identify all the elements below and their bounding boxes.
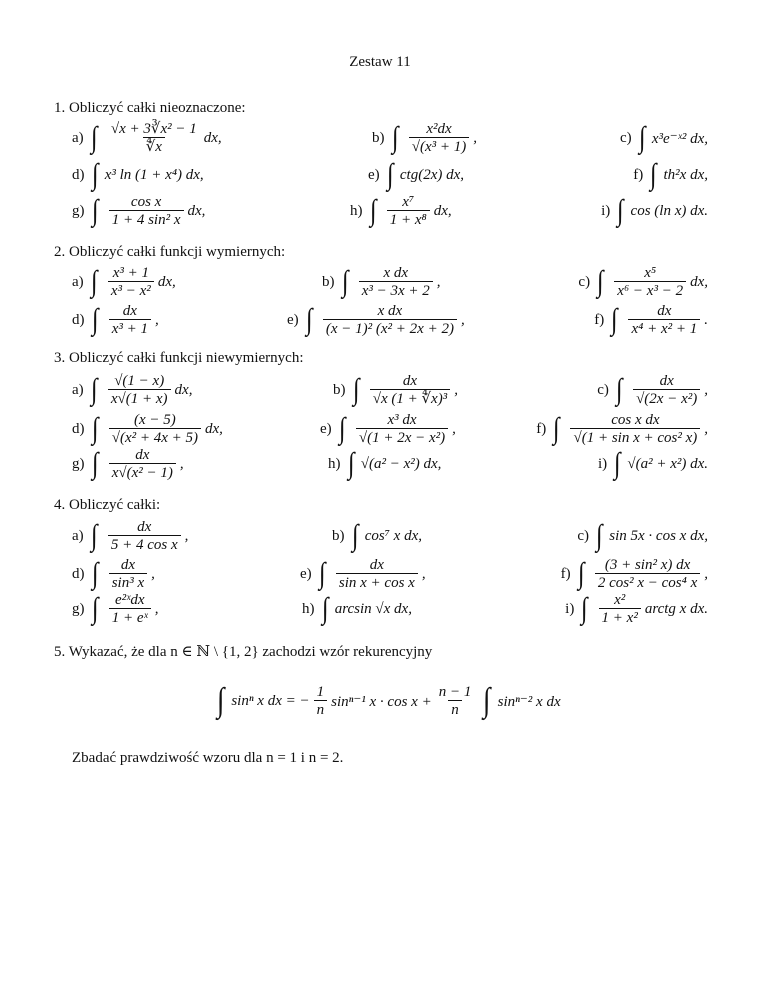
integrand: x³e⁻ˣ² dx,: [651, 130, 708, 147]
item-label: a): [72, 527, 84, 544]
item-label: b): [333, 381, 346, 398]
integral-sign: ∫: [91, 412, 98, 445]
fraction: [336, 557, 418, 591]
denominator: (x − 1)² (x² + 2x + 2): [323, 319, 457, 337]
integrand-suffix: ,: [421, 565, 426, 582]
numerator: x²dx: [426, 121, 452, 137]
integrand-suffix: ,: [452, 420, 456, 437]
numerator: cos x: [130, 194, 162, 210]
integral-sign: ∫: [596, 265, 604, 298]
exercise-row: [0, 264, 760, 300]
exercise-item: [368, 157, 464, 193]
integrand-suffix: ,: [154, 600, 159, 617]
numerator: √x + 3∛x² − 1: [110, 121, 197, 137]
integrand: sin 5x · cos x dx,: [609, 527, 708, 544]
formula-mid: sinⁿ⁻¹ x · cos x +: [331, 693, 432, 710]
exercise-item: [72, 446, 184, 482]
integrand-suffix: dx,: [187, 202, 206, 219]
item-label: c): [578, 273, 591, 290]
denominator: x⁴ + x² + 1: [628, 319, 700, 337]
numerator: x dx: [377, 303, 403, 319]
integral-sign: ∫: [216, 682, 225, 719]
integrand: ctg(2x) dx,: [399, 166, 465, 183]
exercise-row: [0, 372, 760, 408]
integrand-suffix: ,: [704, 420, 708, 437]
integrand-suffix: ,: [704, 565, 708, 582]
fraction: [614, 265, 686, 299]
integral-sign: ∫: [369, 194, 376, 227]
fraction: [108, 373, 171, 407]
numerator: dx: [137, 519, 152, 535]
integrand: x³ ln (1 + x⁴) dx,: [104, 166, 204, 183]
denominator: 1 + 4 sin² x: [109, 210, 184, 228]
denominator: 1 + x²: [599, 608, 641, 626]
item-label: a): [72, 273, 84, 290]
item-label: d): [72, 311, 85, 328]
numerator: x dx: [383, 265, 409, 281]
item-label: e): [320, 420, 332, 437]
denominator: x√(1 + x): [108, 389, 171, 407]
section-heading: 1. Obliczyć całki nieoznaczone:: [54, 100, 246, 116]
integral-sign: ∫: [338, 412, 346, 445]
integral-sign: ∫: [615, 373, 623, 406]
exercise-item: [328, 446, 441, 482]
item-label: b): [372, 129, 385, 146]
fraction: [109, 592, 151, 626]
integral-sign: ∫: [90, 373, 98, 406]
denominator: x√(x² − 1): [109, 463, 176, 481]
exercise-item: [72, 518, 188, 554]
item-label: b): [322, 273, 335, 290]
exercise-item: [72, 157, 204, 193]
integral-sign: ∫: [650, 158, 657, 191]
integral-sign: ∫: [91, 158, 98, 191]
item-label: f): [594, 311, 605, 328]
denominator: 1 + x⁸: [387, 210, 430, 228]
numerator: (x − 5): [133, 412, 176, 428]
recurrence-formula: [212, 684, 561, 718]
integral-sign: ∫: [611, 303, 618, 336]
fraction: [323, 303, 457, 337]
exercise-row: [0, 411, 760, 447]
integrand-suffix: dx,: [433, 202, 452, 219]
integrand-suffix: ,: [184, 527, 189, 544]
fraction: [595, 557, 700, 591]
integrand: √(a² + x²) dx.: [627, 455, 708, 472]
exercise-row: [0, 518, 760, 554]
exercise-item: [536, 411, 708, 447]
exercise-row: [0, 120, 760, 156]
exercise-row: [0, 556, 760, 592]
exercise-row: [0, 193, 760, 229]
numerator: x⁷: [402, 194, 415, 210]
exercise-item: [287, 302, 465, 338]
section-heading: 2. Obliczyć całki funkcji wymiernych:: [54, 244, 286, 260]
denominator: x³ − 3x + 2: [359, 281, 433, 299]
fraction: [108, 265, 154, 299]
numerator: dx: [659, 373, 674, 389]
exercise-item: [598, 446, 708, 482]
section-heading: 3. Obliczyć całki funkcji niewymiernych:: [54, 350, 304, 366]
integrand-suffix: ,: [704, 381, 708, 398]
exercise-row: [0, 446, 760, 482]
integral-sign: ∫: [347, 447, 354, 480]
denominator: 1 + eˣ: [109, 608, 151, 626]
exercise-item: [594, 302, 708, 338]
denominator: x³ + 1: [109, 319, 151, 337]
fraction: [370, 373, 450, 407]
item-label: d): [72, 420, 85, 437]
numerator: √(1 − x): [114, 373, 165, 389]
item-label: e): [300, 565, 312, 582]
item-label: g): [72, 600, 85, 617]
integral-sign: ∫: [386, 158, 394, 191]
exercise-item: [72, 302, 159, 338]
fraction: [109, 303, 151, 337]
fraction: [409, 121, 470, 155]
section-5-heading: 5. Wykazać, że dla n ∈ ℕ \ {1, 2} zachodzi wzór rekurencyjny: [54, 644, 433, 660]
denominator: √x (1 + ∜x)³: [370, 389, 450, 407]
item-label: c): [597, 381, 609, 398]
integral-sign: ∫: [91, 447, 98, 480]
item-label: i): [597, 455, 608, 472]
exercise-item: [320, 411, 456, 447]
numerator: cos x dx: [611, 412, 660, 428]
numerator: dx: [135, 447, 150, 463]
numerator: x²: [614, 592, 626, 608]
numerator: dx: [402, 373, 418, 389]
integral-sign: ∫: [595, 519, 603, 552]
fraction: [314, 684, 328, 718]
fraction: [387, 194, 430, 228]
denominator: n: [314, 700, 328, 718]
denominator: ∜x: [143, 137, 165, 155]
integrand-suffix: dx,: [203, 129, 222, 146]
integral-sign: ∫: [91, 592, 98, 625]
fraction: [570, 412, 700, 446]
exercise-item: [300, 556, 426, 592]
item-label: h): [350, 202, 363, 219]
integrand-suffix: ,: [179, 455, 184, 472]
exercise-item: [577, 518, 708, 554]
numerator: (3 + sin² x) dx: [604, 557, 691, 573]
fraction: [108, 121, 200, 155]
exercise-item: [72, 120, 222, 156]
fraction: [109, 194, 184, 228]
fraction: [109, 412, 201, 446]
integral-sign: ∫: [305, 303, 313, 336]
denominator: 5 + 4 cos x: [108, 535, 181, 553]
integral-sign: ∫: [613, 447, 621, 480]
integral-sign: ∫: [391, 121, 398, 154]
integrand-suffix: dx,: [690, 273, 708, 290]
item-label: h): [302, 600, 315, 617]
integral-sign: ∫: [553, 412, 560, 445]
numerator: x⁵: [644, 265, 657, 281]
item-label: i): [601, 202, 611, 219]
integral-sign: ∫: [577, 557, 585, 590]
integrand: arcsin √x dx,: [334, 600, 412, 617]
exercise-item: [578, 264, 708, 300]
item-label: e): [287, 311, 299, 328]
item-label: d): [72, 565, 85, 582]
integral-sign: ∫: [352, 373, 359, 406]
denominator: √(x² + 4x + 5): [109, 428, 201, 446]
exercise-item: [332, 518, 422, 554]
numerator: dx: [657, 303, 672, 319]
exercise-item: [597, 372, 708, 408]
page-title: Zestaw 11: [349, 54, 411, 70]
exercise-item: [72, 264, 176, 300]
integral-sign: ∫: [581, 592, 588, 625]
denominator: n: [448, 700, 462, 718]
integral-sign: ∫: [341, 265, 348, 298]
integrand-suffix: dx,: [174, 381, 193, 398]
integrand: √(a² − x²) dx,: [360, 455, 442, 472]
exercise-item: [633, 157, 708, 193]
item-label: i): [565, 600, 575, 617]
exercise-item: [601, 193, 708, 229]
fraction: [109, 447, 176, 481]
denominator: x³ − x²: [108, 281, 154, 299]
item-label: g): [72, 455, 85, 472]
integral-sign: ∫: [90, 519, 98, 552]
item-label: f): [633, 166, 644, 183]
exercise-item: [72, 372, 192, 408]
fraction: [109, 557, 147, 591]
integral-sign: ∫: [91, 557, 98, 590]
integral-sign: ∫: [321, 592, 328, 625]
exercise-item: [72, 591, 158, 627]
formula-rhs: sinⁿ⁻² x dx: [497, 693, 561, 710]
integrand: cos⁷ x dx,: [364, 527, 422, 544]
integral-sign: ∫: [638, 121, 646, 154]
exercise-item: [322, 264, 441, 300]
fraction: [633, 373, 700, 407]
integral-sign: ∫: [617, 194, 624, 227]
fraction: [359, 265, 433, 299]
fraction: [628, 303, 700, 337]
integrand-suffix: ,: [155, 311, 159, 328]
integrand-suffix: dx,: [157, 273, 176, 290]
integrand: th²x dx,: [663, 166, 708, 183]
fraction: [108, 519, 181, 553]
item-label: a): [72, 381, 84, 398]
integral-sign: ∫: [90, 265, 98, 298]
fraction: [599, 592, 641, 626]
denominator: sin x + cos x: [336, 573, 418, 591]
exercise-item: [372, 120, 477, 156]
numerator: 1: [316, 684, 325, 700]
denominator: √(x³ + 1): [409, 137, 470, 155]
integrand-suffix: .: [704, 311, 708, 328]
item-label: g): [72, 202, 85, 219]
item-label: d): [72, 166, 85, 183]
item-label: a): [72, 129, 84, 146]
denominator: sin³ x: [109, 573, 147, 591]
denominator: √(1 + sin x + cos² x): [570, 428, 700, 446]
formula-lhs: sinⁿ x dx = −: [231, 692, 310, 709]
item-label: f): [560, 565, 571, 582]
denominator: √(2x − x²): [633, 389, 700, 407]
numerator: n − 1: [438, 684, 472, 700]
exercise-row: [0, 591, 760, 627]
item-label: e): [368, 166, 380, 183]
denominator: √(1 + 2x − x²): [356, 428, 448, 446]
item-label: c): [577, 527, 590, 544]
integrand: cos (ln x) dx.: [630, 202, 708, 219]
item-label: h): [328, 455, 341, 472]
exercise-item: [350, 193, 452, 229]
integrand-suffix: ,: [460, 311, 465, 328]
exercise-item: [72, 556, 155, 592]
exercise-row: [0, 302, 760, 338]
integrand-suffix: ,: [436, 273, 441, 290]
numerator: x³ dx: [387, 412, 417, 428]
denominator: x⁶ − x³ − 2: [614, 281, 686, 299]
exercise-item: [333, 372, 458, 408]
integral-sign: ∫: [351, 519, 358, 552]
numerator: dx: [122, 303, 137, 319]
closing-text: Zbadać prawdziwość wzoru dla n = 1 i n = 2.: [72, 750, 344, 766]
integrand-suffix: ,: [473, 129, 477, 146]
integrand-suffix: ,: [454, 381, 458, 398]
item-label: f): [536, 420, 547, 437]
section-heading: 4. Obliczyć całki:: [54, 497, 161, 513]
integrand-suffix: arctg x dx.: [644, 600, 708, 617]
numerator: x³ + 1: [112, 265, 149, 281]
item-label: c): [620, 129, 632, 146]
fraction: [356, 412, 448, 446]
numerator: e²ˣdx: [114, 592, 145, 608]
integrand-suffix: dx,: [205, 420, 223, 437]
numerator: dx: [120, 557, 136, 573]
integral-sign: ∫: [318, 557, 326, 590]
item-label: b): [332, 527, 345, 544]
fraction: [436, 684, 475, 718]
denominator: 2 cos² x − cos⁴ x: [595, 573, 700, 591]
exercise-item: [565, 591, 708, 627]
exercise-item: [302, 591, 412, 627]
numerator: dx: [369, 557, 384, 573]
exercise-item: [620, 120, 708, 156]
integral-sign: ∫: [90, 121, 98, 154]
exercise-item: [72, 411, 223, 447]
integral-sign: ∫: [91, 194, 98, 227]
exercise-item: [561, 556, 708, 592]
exercise-item: [72, 193, 205, 229]
integrand-suffix: ,: [151, 565, 155, 582]
exercise-row: [0, 157, 760, 193]
integral-sign: ∫: [91, 303, 98, 336]
integral-sign: ∫: [483, 682, 491, 719]
